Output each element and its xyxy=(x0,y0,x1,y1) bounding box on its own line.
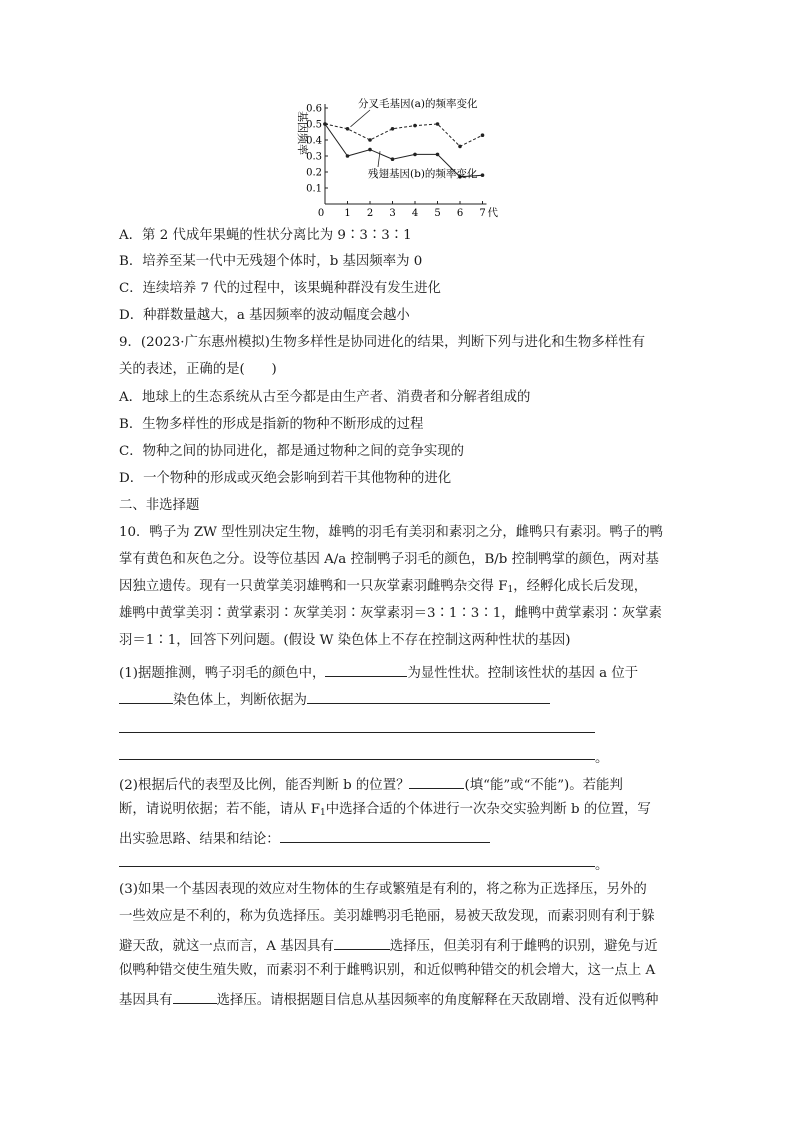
answer-blank-reason[interactable] xyxy=(307,689,550,704)
data-point xyxy=(458,145,462,149)
x-tick-label: 3 xyxy=(389,208,396,218)
q10-part1-line1: (1)据题推测，鸭子羽毛的颜色中， 为显性性状。控制该性状的基因 a 位于 xyxy=(119,662,679,683)
q10-part1-line2: 染色体上，判断依据为 xyxy=(119,689,679,710)
data-point xyxy=(323,122,327,126)
y-tick-label: 0.6 xyxy=(306,103,322,115)
answer-blank-dominant-trait[interactable] xyxy=(325,662,407,677)
data-point xyxy=(413,124,417,128)
q10-part3-line3: 避天敌，就这一点而言，A 基因具有 选择压，但美羽有利于雌鸭的识别，避免与近 xyxy=(119,935,679,956)
q9-option-c: C．物种之间的协同进化，都是通过物种之间的竞争实现的 xyxy=(119,444,465,459)
q10-part2-line2: 断，请说明依据；若不能，请从 $F_1$中选择合适的个体进行一次杂交实验判断 b 的位置，写 xyxy=(119,802,651,818)
answer-blank-selection-1[interactable] xyxy=(334,935,390,950)
q10-part3-line1: (3)如果一个基因表现的效应对生物体的生存或繁殖是有利的，将之称为正选择压，另外的 xyxy=(119,882,647,897)
data-point xyxy=(391,127,395,131)
answer-blank-selection-2[interactable] xyxy=(173,989,217,1004)
q8-option-d: D．种群数量越大，a 基因频率的波动幅度会越小 xyxy=(119,308,410,323)
period-mark: 。 xyxy=(595,858,609,873)
x-tick-label: 4 xyxy=(411,208,419,218)
answer-blank-can-judge[interactable] xyxy=(409,774,464,789)
x-tick-label: 2 xyxy=(366,208,374,218)
y-tick-label: 0.4 xyxy=(306,135,322,147)
q10-part2-line1: (2)根据后代的表型及比例，能否判断 b 的位置？ (填“能”或“不能”)。若能判 xyxy=(119,774,679,795)
q9-stem-line1: 9．(2023·广东惠州模拟)生物多样性是协同进化的结果，判断下列与进化和生物多样性有 xyxy=(119,335,645,350)
data-point xyxy=(481,133,485,137)
q10-part3-line4: 似鸭种错交使生殖失败，而素羽不利于雌鸭识别，和近似鸭种错交的机会增大，这一点上 A xyxy=(119,963,656,978)
x-unit-label: 代 xyxy=(487,207,498,218)
series-label-b: 残翅基因(b)的频率变化 xyxy=(368,168,478,180)
label-pointer-a xyxy=(351,110,371,127)
q9-option-b: B．生物多样性的形成是指新的物种不断形成的过程 xyxy=(119,417,424,432)
data-point xyxy=(436,153,440,157)
q9-option-d: D．一个物种的形成或灭绝会影响到若干其他物种的进化 xyxy=(119,471,452,486)
q8-option-c: C．连续培养 7 代的过程中，该果蝇种群没有发生进化 xyxy=(119,281,441,296)
section-heading: 二、非选择题 xyxy=(119,498,200,513)
data-point xyxy=(391,157,395,161)
x-tick-label: 7 xyxy=(479,208,486,218)
q10-stem-line4: 雄鸭中黄掌美羽∶黄掌素羽∶灰掌美羽∶灰掌素羽＝3∶1∶3∶1，雌鸭中黄掌素羽∶灰掌素 xyxy=(119,606,662,621)
q10-part3-line5: 基因具有 选择压。请根据题目信息从基因频率的角度解释在天敌剧增、没有近似鸭种 xyxy=(119,989,679,1010)
answer-blank-chromosome[interactable] xyxy=(119,689,173,704)
gene-frequency-chart xyxy=(288,94,508,218)
data-point xyxy=(346,154,350,158)
x-tick-label: 1 xyxy=(344,208,351,218)
q10-stem-line1: 10．鸭子为 ZW 型性别决定生物，雄鸭的羽毛有美羽和素羽之分，雌鸭只有素羽。鸭子的鸭 xyxy=(119,525,664,540)
y-tick-label: 0.3 xyxy=(306,151,322,163)
data-point xyxy=(368,148,372,152)
y-tick-label: 0.1 xyxy=(306,183,322,195)
y-tick-label: 0.5 xyxy=(306,119,322,131)
data-point xyxy=(436,122,440,126)
series-line-1 xyxy=(325,124,483,146)
q8-option-a: A．第 2 代成年果蝇的性状分离比为 9∶3∶3∶1 xyxy=(119,228,412,243)
data-point xyxy=(368,138,372,142)
x-tick-label: 6 xyxy=(456,208,464,218)
origin-label: 0 xyxy=(317,208,325,218)
q10-part3-line2: 一些效应是不利的，称为负选择压。美羽雄鸭羽毛艳丽，易被天敌发现，而素羽则有利于躲 xyxy=(119,909,655,924)
data-point xyxy=(481,173,485,177)
q8-option-b: B．培养至某一代中无残翅个体时，b 基因频率为 0 xyxy=(119,254,423,269)
period-mark: 。 xyxy=(595,751,609,766)
data-point xyxy=(413,153,417,157)
answer-line-reason-2[interactable] xyxy=(119,732,595,733)
series-label-a: 分叉毛基因(a)的频率变化 xyxy=(358,98,478,110)
answer-line-experiment-2[interactable] xyxy=(119,866,595,867)
answer-blank-experiment[interactable] xyxy=(280,828,490,843)
q10-part2-line3: 出实验思路、结果和结论： xyxy=(119,828,679,849)
chart-ylabel: 基因频率 xyxy=(296,111,309,155)
q10-stem-line5: 羽＝1∶1，回答下列问题。(假设 W 染色体上不存在控制这两种性状的基因) xyxy=(119,633,571,648)
q9-option-a: A．地球上的生态系统从古至今都是由生产者、消费者和分解者组成的 xyxy=(119,390,531,405)
y-tick-label: 0.2 xyxy=(306,167,322,179)
q10-stem-line2: 掌有黄色和灰色之分。设等位基因 A/a 控制鸭子羽毛的颜色，B/b 控制鸭掌的颜色，两对基 xyxy=(119,552,659,567)
q9-stem-line2: 关的表述，正确的是( ) xyxy=(119,362,277,377)
data-point xyxy=(346,127,350,131)
q10-stem-line3: 因独立遗传。现有一只黄掌美羽雄鸭和一只灰掌素羽雌鸭杂交得 $F_1$，经孵化成长后发现， xyxy=(119,579,648,595)
answer-line-reason-3[interactable] xyxy=(119,759,595,760)
x-tick-label: 5 xyxy=(434,208,441,218)
